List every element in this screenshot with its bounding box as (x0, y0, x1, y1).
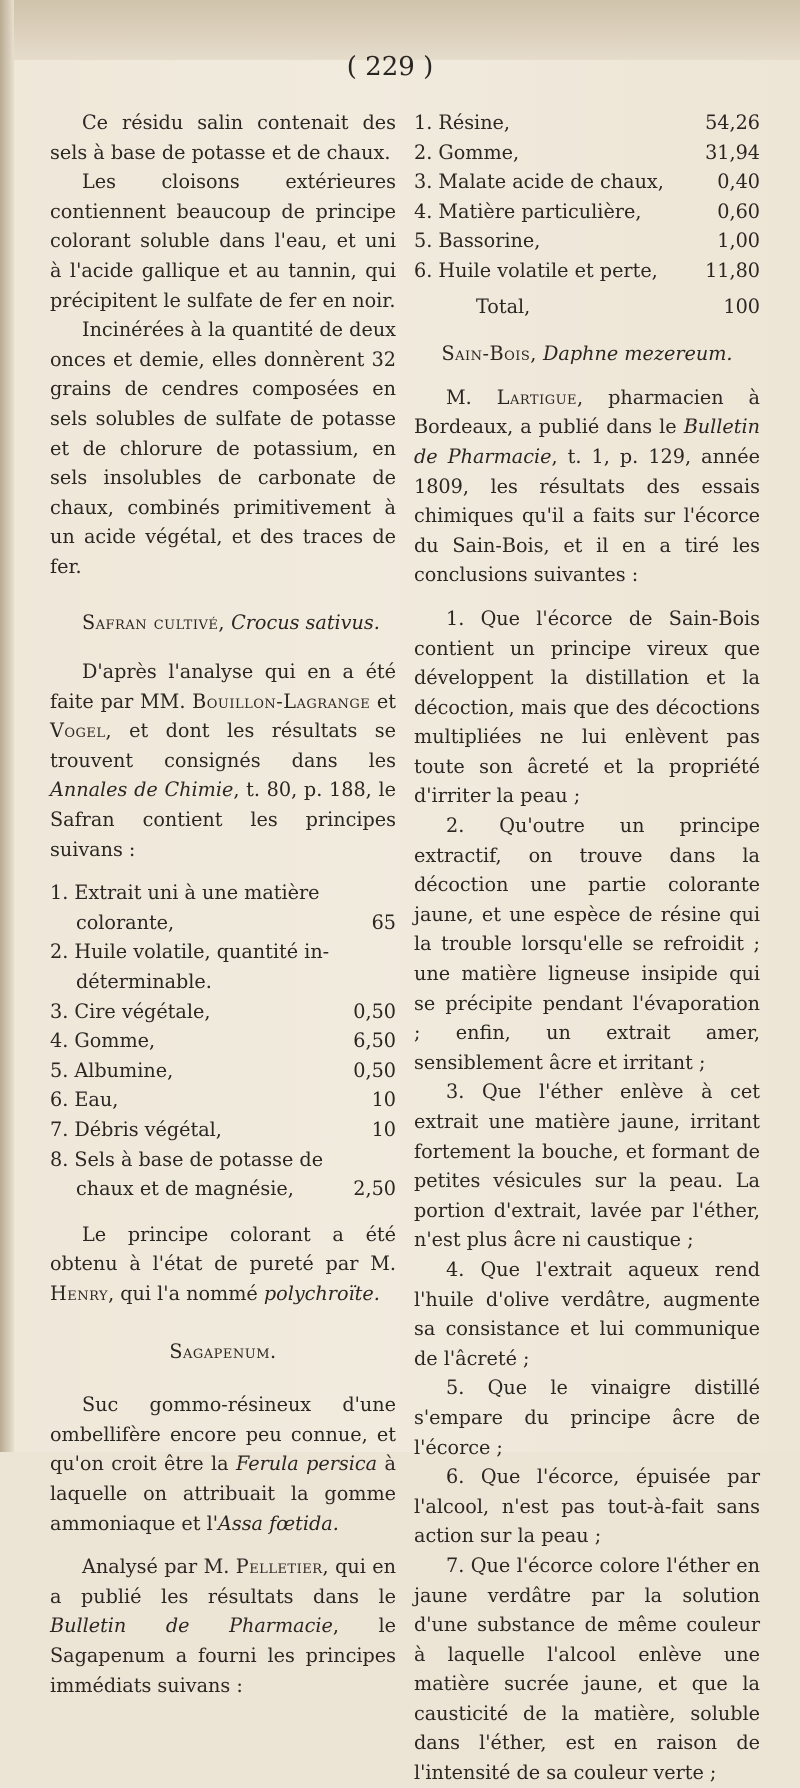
text: et (376, 689, 396, 713)
item-label: 4. Gomme, (50, 1029, 156, 1053)
paragraph: Incinérées à la quantité de deux onces et demie, elles donnèrent 32 grains de cendres composées en sels solubles de sulfate de potasse et de chlorure de potassium, en sels insolubles de carbonate de chaux, combinés primitivement à un acide végétal, et des traces de fer. (50, 318, 396, 578)
latin-name: Ferula persica (235, 1452, 378, 1476)
item-value: 6,50 (353, 1029, 396, 1053)
item-label-cont: colorante, (76, 910, 175, 934)
item-value: 0,50 (353, 1058, 396, 1082)
paragraph (50, 1390, 396, 1538)
item-value: 0,60 (717, 199, 760, 223)
section-heading-sain-bois (414, 339, 760, 369)
heading-text: Sain-Bois, (441, 342, 537, 366)
text: , qui en a publié les résultats dans le (50, 1555, 396, 1608)
list-item (50, 1056, 396, 1086)
item-label: 3. Cire végétale, (50, 999, 211, 1023)
list-item (414, 167, 760, 197)
item-label: 5. Bassorine, (414, 229, 541, 253)
text: , t. 80, p. 188, le Safran contient les principes suivans : (50, 778, 396, 861)
paragraph (414, 383, 760, 590)
conclusion-point: 7. Que l'écorce colore l'éther en jaune verdâtre par la solution d'une substance de même couleur à laquelle l'alcool enlève une matière sucrée jaune, et que la causticité de la matière, soluble dans l'éther, est en raison de l'intensité de sa couleur verte ; (414, 1553, 760, 1785)
list-item (50, 997, 396, 1027)
text: Suc gommo-résineux d'une ombellifère encore peu connue, et qu'on croit être la (50, 1393, 396, 1476)
item-label: 5. Albumine, (50, 1058, 174, 1082)
total-label: Total, (476, 294, 531, 318)
item-label: 6. Eau, (50, 1088, 119, 1112)
journal-title: Bulletin de Pharmacie (50, 1614, 333, 1638)
sagapenum-components-list (414, 108, 760, 286)
latin-name: Assa fœtida. (217, 1511, 339, 1535)
list-item-cont (50, 1174, 396, 1204)
conclusion-point: 5. Que le vinaigre distillé s'empare du principe âcre de l'écorce ; (414, 1376, 760, 1459)
paragraph (50, 657, 396, 864)
author-name: Vogel (50, 719, 106, 743)
heading-text: Safran cultivé, (82, 610, 225, 634)
paragraph (50, 1552, 396, 1700)
page-number: ( 229 ) (346, 52, 434, 82)
item-label: 7. Débris végétal, (50, 1118, 222, 1141)
safran-components-list (50, 878, 396, 1204)
text: D'après l'analyse qui en a été faite par MM. (50, 660, 396, 713)
list-item (50, 1026, 396, 1056)
author-name: Lartigue (496, 385, 578, 409)
author-name: Bouillon-Lagrange (192, 689, 371, 713)
list-item (50, 1115, 396, 1145)
item-label: 4. Matière particulière, (414, 199, 642, 223)
item-label-cont: chaux et de magnésie, (76, 1177, 294, 1201)
text: , le Sagapenum a fourni les principes immédiats suivans : (50, 1614, 396, 1697)
paragraph (50, 1220, 396, 1309)
section-heading-safran (50, 608, 396, 638)
list-item (50, 937, 396, 967)
item-label: 1. Extrait uni à une matière (50, 881, 320, 905)
item-value: 10 (371, 1118, 396, 1141)
item-label: 8. Sels à base de potasse de (50, 1147, 324, 1171)
conclusion-point: 3. Que l'éther enlève à cet extrait une matière jaune, irritant fortement la bouche, et formant de petites vésicules sur la peau. La portion d'extrait, lavée par l'éther, n'est plus âcre ni caustique ; (414, 1080, 760, 1252)
text: , et dont les résultats se trouvent consignés dans les (50, 719, 396, 772)
conclusion-point: 2. Qu'outre un principe extractif, on trouve dans la décoction une partie colorante jaune, et une espèce de résine qui la trouble lorsqu'elle se refroidit ; une matière ligneuse insipide qui se précipite pendant l'évaporation ; enfin, un extrait amer, sensiblement âcre et irritant ; (414, 814, 760, 1074)
item-value: 1,00 (717, 229, 760, 253)
page-top-edge (0, 0, 800, 60)
item-value: 54,26 (705, 111, 760, 134)
item-value: 2,50 (353, 1177, 396, 1201)
text: M. (446, 385, 472, 409)
list-item-cont (50, 967, 396, 997)
conclusion-point: 6. Que l'écorce, épuisée par l'alcool, n'est pas tout-à-fait sans action sur la peau ; (414, 1465, 760, 1548)
total-value: 100 (723, 294, 760, 318)
right-column (414, 108, 760, 1788)
item-label: 1. Résine, (414, 111, 511, 134)
item-label: 6. Huile volatile et perte, (414, 258, 658, 282)
text: , t. 1, p. 129, année 1809, les résultats des essais chimiques qu'il a faits sur l'écorce du Sain-Bois, et il en a tiré les conclusions suivantes : (414, 444, 760, 587)
list-item-cont (50, 908, 396, 938)
text: , pharmacien à Bordeaux, a publié dans le (414, 385, 760, 439)
list-item (50, 1145, 396, 1175)
term: polychroïte. (263, 1281, 380, 1305)
list-item (50, 878, 396, 908)
item-value: 10 (371, 1088, 396, 1112)
total-row (414, 292, 760, 322)
list-item (414, 108, 760, 138)
journal-title: Annales de Chimie (50, 778, 234, 802)
author-name: Henry (50, 1281, 109, 1305)
item-label: 3. Malate acide de chaux, (414, 170, 664, 194)
paragraph: Ce résidu salin contenait des sels à base de potasse et de chaux. (50, 111, 396, 164)
item-value: 0,50 (353, 999, 396, 1023)
item-value: 11,80 (705, 258, 760, 282)
page-left-edge (0, 0, 14, 1452)
heading-latin: Crocus sativus. (231, 610, 380, 634)
text: Analysé par M. (82, 1555, 230, 1579)
item-label-cont: déterminable. (76, 970, 212, 994)
list-item (414, 226, 760, 256)
author-name: Pelletier (235, 1555, 323, 1579)
item-value: 65 (371, 910, 396, 934)
conclusion-point: 1. Que l'écorce de Sain-Bois contient un principe vireux que développent la distillation et la décoction, mais que des décoctions multipliées ne lui enlèvent pas toute son âcreté et la propriété d'irriter la peau ; (414, 606, 760, 808)
conclusion-point: 4. Que l'extrait aqueux rend l'huile d'olive verdâtre, augmente sa consistance et lui communique de l'âcreté ; (414, 1257, 760, 1370)
list-item (414, 256, 760, 286)
list-item (414, 138, 760, 168)
text: Le principe colorant a été obtenu à l'état de pureté par M. (50, 1222, 396, 1276)
item-label: 2. Huile volatile, quantité in- (50, 940, 330, 964)
list-item (414, 197, 760, 227)
text: à laquelle on attribuait la gomme ammoniaque et l' (50, 1452, 396, 1535)
left-column (50, 108, 396, 1700)
item-label: 2. Gomme, (414, 140, 520, 164)
item-value: 31,94 (705, 140, 760, 164)
list-item (50, 1085, 396, 1115)
text: , qui l'a nommé (108, 1281, 258, 1305)
section-heading-sagapenum: Sagapenum. (169, 1339, 277, 1363)
paragraph: Les cloisons extérieures contiennent beaucoup de principe colorant soluble dans l'eau, et uni à l'acide gallique et au tannin, qui précipitent le sulfate de fer en noir. (50, 170, 396, 312)
item-value: 0,40 (717, 170, 760, 194)
journal-title: Bulletin de Pharmacie (414, 415, 760, 468)
heading-latin: Daphne mezereum. (543, 342, 733, 366)
